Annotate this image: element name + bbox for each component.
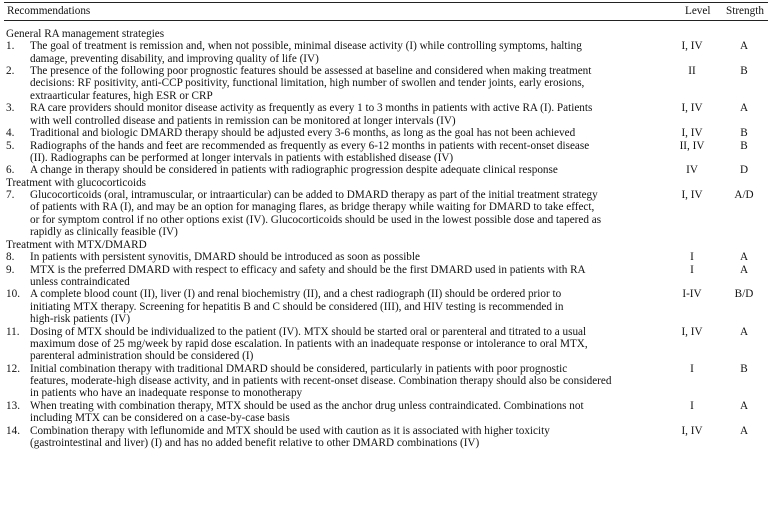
recommendation-text bbox=[30, 40, 666, 64]
recommendation-line: including MTX can be considered on a case-by-case basis bbox=[30, 412, 290, 425]
recommendation-line: A change in therapy should be considered in patients with radiographic progression despite adequate clinical response bbox=[30, 164, 558, 177]
row-number: 10. bbox=[6, 288, 20, 301]
recommendation-strength: B bbox=[740, 65, 748, 78]
evidence-level: I, IV bbox=[681, 424, 703, 437]
recommendation-text bbox=[30, 264, 666, 288]
row-number: 1. bbox=[6, 40, 15, 53]
recommendation-text bbox=[30, 288, 666, 325]
recommendation-line: (gastrointestinal and liver) (I) and has no added benefit relative to other DMARD combinations (IV) bbox=[30, 437, 480, 449]
recommendation-line: The presence of the following poor prognostic features should be assessed at baseline and considered when making treatment bbox=[30, 65, 592, 78]
recommendation-strength: B/D bbox=[734, 288, 754, 301]
recommendation-text bbox=[30, 326, 666, 363]
recommendation-text bbox=[30, 164, 666, 176]
recommendation-text bbox=[30, 251, 666, 263]
row-number: 3. bbox=[6, 102, 15, 115]
row-number: 8. bbox=[6, 251, 15, 264]
recommendation-strength: D bbox=[739, 164, 749, 177]
row-number: 4. bbox=[6, 127, 15, 140]
recommendation-line: maximum dose of 25 mg/week by rapid dose escalation. In patients with an inadequate response or intolerance to oral MTX, bbox=[30, 337, 588, 350]
row-number: 5. bbox=[6, 139, 15, 152]
recommendation-text bbox=[30, 127, 666, 139]
recommendation-line: Combination therapy with leflunomide and MTX should be used with caution as it is associated with higher toxicity bbox=[30, 424, 550, 437]
evidence-level: I, IV bbox=[681, 102, 703, 115]
evidence-level: I, IV bbox=[681, 127, 703, 140]
recommendation-strength: A bbox=[739, 325, 749, 338]
recommendation-line: In patients with persistent synovitis, DMARD should be introduced as soon as possible bbox=[30, 251, 420, 264]
recommendation-line: Glucocorticoids (oral, intramuscular, or intraarticular) can be added to DMARD therapy as part of the initial treatment strategy bbox=[30, 189, 598, 202]
recommendation-text bbox=[30, 425, 666, 449]
recommendation-line: Radiographs of the hands and feet are recommended as frequently as every 6-12 months in patients with recent-onset disease bbox=[30, 139, 590, 152]
recommendation-text bbox=[30, 102, 666, 126]
row-number: 14. bbox=[6, 424, 20, 437]
evidence-level: II bbox=[688, 65, 696, 78]
recommendation-line: MTX is the preferred DMARD with respect to efficacy and safety and should be the first DMARD used in patients with RA bbox=[30, 263, 586, 276]
row-number: 2. bbox=[6, 65, 15, 78]
recommendation-line: The goal of treatment is remission and, when not possible, minimal disease activity (I) while controlling symptoms, halting bbox=[30, 40, 582, 53]
recommendation-strength: B bbox=[740, 127, 748, 140]
row-number: 9. bbox=[6, 263, 15, 276]
recommendation-line: initiating MTX therapy. Screening for hepatitis B and C should be considered (III), and HIV testing is recommended in bbox=[30, 300, 564, 313]
row-number: 11. bbox=[6, 325, 20, 338]
row-number: 6. bbox=[6, 164, 15, 177]
recommendation-line: features, moderate-high disease activity, and in patients with recent-onset disease. Combination therapy should also be considered bbox=[30, 375, 612, 387]
recommendation-line: rapidly as clinically feasible (IV) bbox=[30, 225, 178, 238]
recommendation-line: A complete blood count (II), liver (I) and renal biochemistry (II), and a chest radiograph (II) should be ordered prior to bbox=[30, 288, 562, 301]
recommendation-line: RA care providers should monitor disease activity as frequently as every 1 to 3 months in patients with active RA (I). Patients bbox=[30, 102, 593, 115]
evidence-level: I bbox=[690, 263, 694, 276]
evidence-level: I bbox=[690, 362, 694, 375]
recommendation-strength: A bbox=[739, 251, 749, 264]
evidence-level: IV bbox=[686, 164, 698, 177]
evidence-level: I, IV bbox=[681, 325, 703, 338]
section-heading: General RA management strategies bbox=[6, 28, 165, 40]
recommendation-text bbox=[30, 363, 666, 400]
recommendation-strength: A bbox=[739, 40, 749, 53]
recommendation-strength: B bbox=[740, 362, 748, 375]
recommendation-line: extraarticular features, high ESR or CRP bbox=[30, 89, 213, 102]
recommendation-strength: A bbox=[739, 263, 749, 276]
evidence-level: I, IV bbox=[681, 40, 703, 53]
row-number: 12. bbox=[6, 362, 20, 375]
recommendation-line: of patients with RA (I), and may be an option for managing flares, as bridge therapy while waiting for DMARD to take effect, bbox=[30, 201, 595, 214]
evidence-level: I bbox=[690, 251, 694, 264]
recommendation-text bbox=[30, 65, 666, 102]
recommendation-line: with well controlled disease and patients in remission can be monitored at longer intervals (IV) bbox=[30, 114, 456, 127]
evidence-level: I bbox=[690, 400, 694, 412]
recommendation-line: decisions: RF positivity, anti-CCP positivity, functional limitation, high number of swollen and tender joints, early erosions, bbox=[30, 77, 585, 90]
header-recommendations: Recommendations bbox=[7, 5, 91, 17]
recommendation-line: Dosing of MTX should be individualized to the patient (IV). MTX should be started oral or parenteral and titrated to a usual bbox=[30, 325, 587, 338]
recommendation-line: parenteral administration should be considered (I) bbox=[30, 350, 254, 362]
row-number: 13. bbox=[6, 400, 20, 412]
recommendation-line: in patients who have an inadequate response to monotherapy bbox=[30, 387, 303, 400]
evidence-level: I, IV bbox=[681, 189, 703, 202]
recommendation-line: Traditional and biologic DMARD therapy should be adjusted every 3-6 months, as long as the goal has not been achieved bbox=[30, 127, 576, 140]
recommendation-text bbox=[30, 400, 666, 424]
recommendation-line: unless contraindicated bbox=[30, 275, 130, 288]
recommendation-line: damage, preventing disability, and improving quality of life (IV) bbox=[30, 52, 319, 65]
recommendation-strength: B bbox=[740, 139, 748, 152]
recommendation-line: or for symptom control if no other options exist (IV). Glucocorticoids should be used in the lowest possible dose and tapered as bbox=[30, 213, 602, 226]
recommendation-line: When treating with combination therapy, MTX should be used as the anchor drug unless contraindicated. Combinations not bbox=[30, 400, 584, 412]
recommendation-strength: A bbox=[739, 400, 749, 412]
evidence-level: I-IV bbox=[682, 288, 702, 301]
section-heading: Treatment with glucocorticoids bbox=[6, 176, 147, 189]
evidence-level: II, IV bbox=[679, 139, 705, 152]
recommendation-text bbox=[30, 140, 666, 164]
recommendation-strength: A bbox=[739, 102, 749, 115]
recommendation-line: (II). Radiographs can be performed at longer intervals in patients with established disease (IV) bbox=[30, 151, 454, 164]
recommendation-line: Initial combination therapy with traditional DMARD should be considered, particularly in patients with poor prognostic bbox=[30, 362, 568, 375]
recommendation-strength: A bbox=[739, 424, 749, 437]
header-level: Level bbox=[685, 5, 711, 17]
section-heading: Treatment with MTX/DMARD bbox=[6, 238, 147, 251]
recommendation-text bbox=[30, 189, 666, 238]
header-rule bbox=[4, 20, 768, 21]
row-number: 7. bbox=[6, 189, 15, 202]
top-rule bbox=[4, 2, 768, 3]
header-strength: Strength bbox=[726, 5, 764, 17]
recommendation-line: high-risk patients (IV) bbox=[30, 312, 131, 325]
recommendation-strength: A/D bbox=[734, 189, 754, 202]
